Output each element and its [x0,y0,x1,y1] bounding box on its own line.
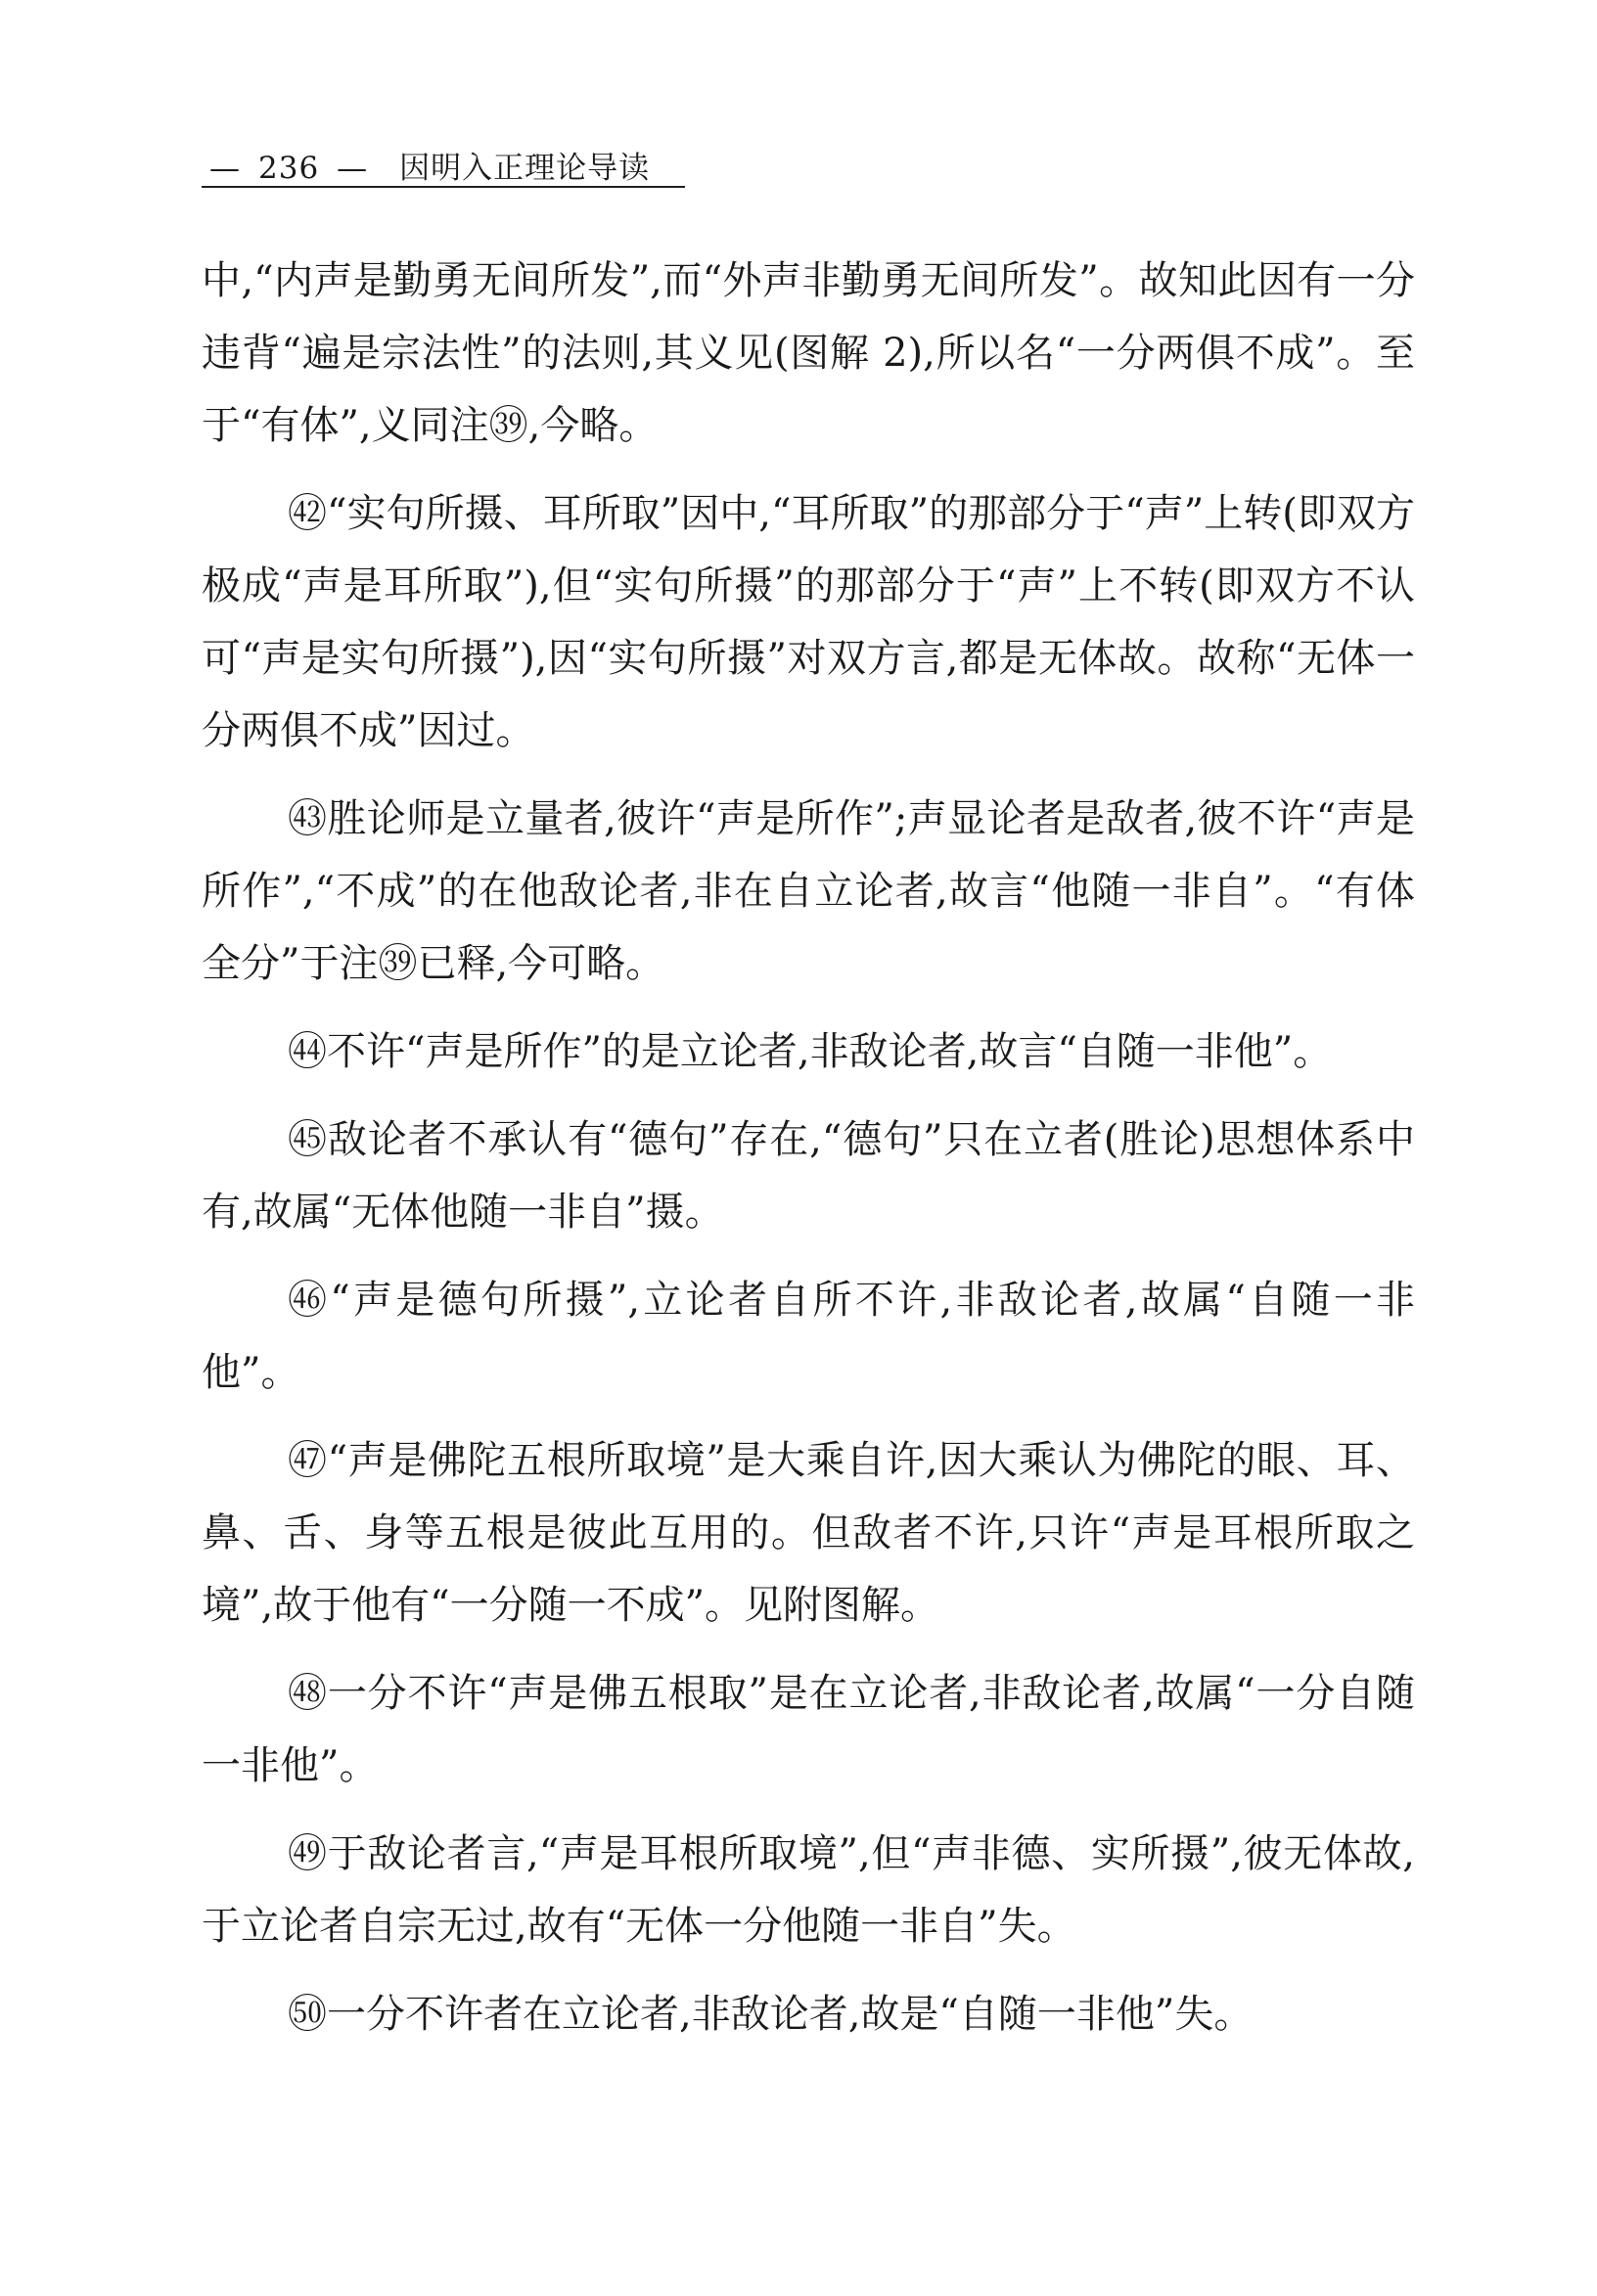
note-50: ㊿一分不许者在立论者,非敌论者,故是“自随一非他”失。 [288,1992,1254,2037]
note-43: ㊸胜论师是立量者,彼许“声是所作”;声显论者是敌者,彼不许“声是所作”,“不成”的在他敌论者,非在自立论者,故言“他随一非自”。“有体全分”于注㊴已释,今可略。 [202,796,1415,986]
running-head [202,137,691,188]
note-45: ㊺敌论者不承认有“德句”存在,“德句”只在立者(胜论)思想体系中有,故属“无体他随一非自”摄。 [202,1117,1415,1235]
page-number: 236 [258,151,320,186]
paragraph-continuation: 中,“内声是勤勇无间所发”,而“外声非勤勇无间所发”。故知此因有一分违背“遍是宗法性”的法则,其义见(图解 2),所以名“一分两俱不成”。至于“有体”,义同注㊴,今略。 [202,258,1415,448]
running-head-rule [202,186,685,188]
note-49: ㊾于敌论者言,“声是耳根所取境”,但“声非德、实所摄”,彼无体故,于立论者自宗无过,故有“无体一分他随一非自”失。 [202,1831,1415,1949]
note-46: ㊻“声是德句所摄”,立论者自所不许,非敌论者,故属“自随一非他”。 [202,1278,1415,1395]
book-title: 因明入正理论导读 [399,151,651,186]
note-44: ㊹不许“声是所作”的是立论者,非敌论者,故言“自随一非他”。 [288,1029,1333,1074]
note-47: ㊼“声是佛陀五根所取境”是大乘自许,因大乘认为佛陀的眼、耳、鼻、舌、身等五根是彼此互用的。但敌者不许,只许“声是耳根所取之境”,故于他有“一分随一不成”。见附图解。 [202,1438,1415,1628]
running-head-dash-right: — [337,151,369,186]
note-48: ㊽一分不许“声是佛五根取”是在立论者,非敌论者,故属“一分自随一非他”。 [202,1671,1415,1788]
note-42: ㊷“实句所摄、耳所取”因中,“耳所取”的那部分于“声”上转(即双方极成“声是耳所取”),但“实句所摄”的那部分于“声”上不转(即双方不认可“声是实句所摄”),因“实句所摄”对双方言,都是无体故。故称“无体一分两俱不成”因过。 [202,491,1415,753]
running-head-dash-left: — [209,151,241,186]
body-text [202,245,1415,2066]
